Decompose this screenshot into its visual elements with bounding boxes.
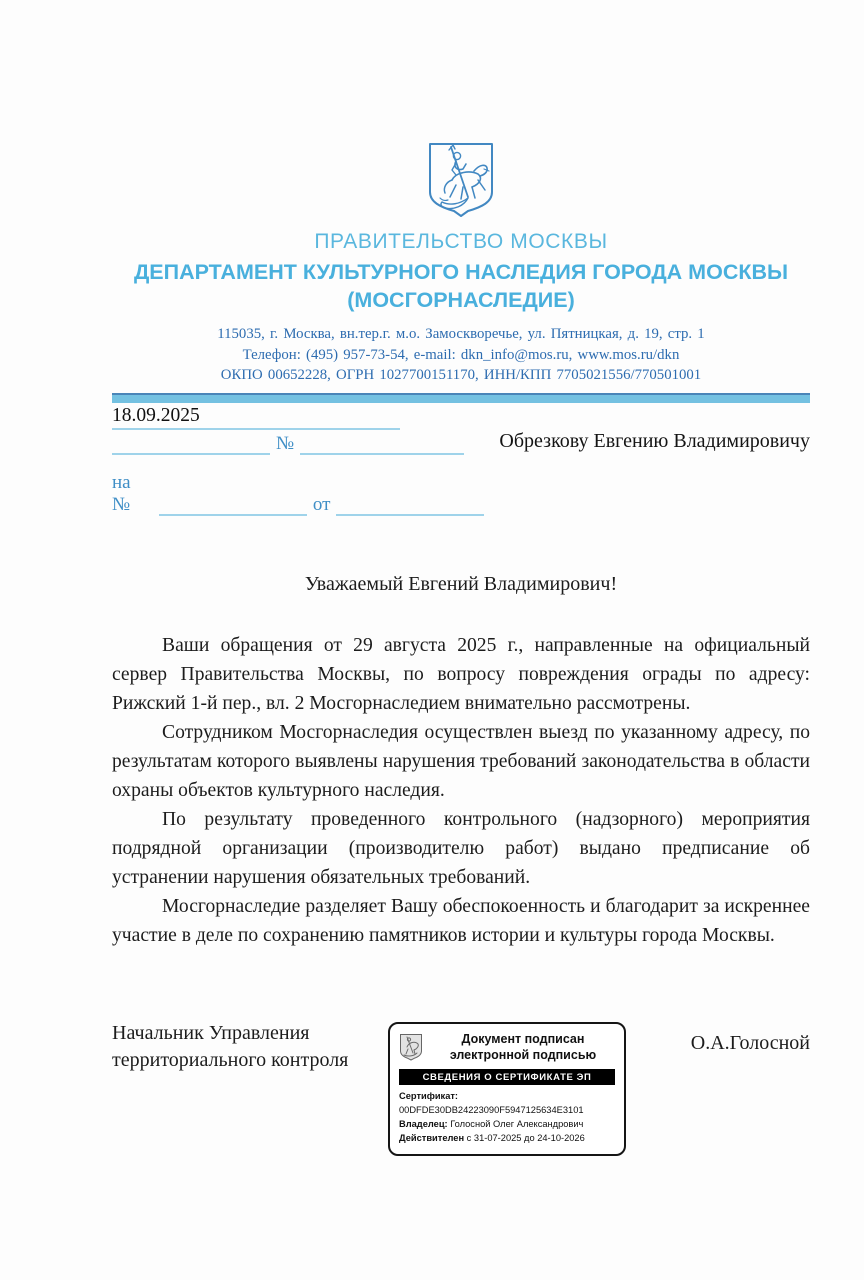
stamp-coat-of-arms-icon	[399, 1033, 423, 1061]
stamp-header	[399, 1031, 615, 1064]
on-number-label: на №	[112, 471, 131, 515]
stamp-certificate-line	[399, 1090, 615, 1118]
stamp-title-line1: Документ подписан	[461, 1031, 585, 1046]
body-paragraph: Ваши обращения от 29 августа 2025 г., направленные на официальный сервер Правительства Москвы, по вопросу повреждения ограды по адресу: Рижский 1-й пер., вл. 2 Мосгорнаследием внимательно рассмотрены.	[112, 634, 810, 714]
letterhead-contacts: Телефон: (495) 957-73-54, e-mail: dkn_info@mos.ru, www.mos.ru/dkn	[242, 346, 680, 363]
letterhead-address: 115035, г. Москва, вн.тер.г. м.о. Замоскворечье, ул. Пятницкая, д. 19, стр. 1	[217, 325, 705, 342]
reply-to-row	[112, 472, 484, 516]
blank-line	[112, 432, 270, 455]
number-sign: №	[276, 432, 295, 454]
certificate-value: 00DFDE30DB24223090F5947125634E3101	[399, 1104, 584, 1115]
stamp-title-line2: электронной подписью	[449, 1048, 597, 1063]
government-title: ПРАВИТЕЛЬСТВО МОСКВЫ	[314, 230, 608, 253]
reference-section	[112, 405, 810, 516]
body-paragraph: Мосгорнаследие разделяет Вашу обеспокоенность и благодарит за искреннее участие в деле по сохранению памятников истории и культуры города Москвы.	[112, 895, 810, 946]
stamp-details	[399, 1090, 615, 1146]
date-field	[112, 405, 400, 430]
signer-name: О.А.Голосной	[690, 1031, 810, 1054]
reference-fields	[112, 405, 484, 516]
letter-date: 18.09.2025	[112, 404, 200, 426]
addressee-name: Обрезкову Евгению Владимировичу	[499, 429, 810, 452]
stamp-validity-line	[399, 1132, 615, 1146]
department-title	[112, 259, 810, 315]
stamp-title	[431, 1031, 615, 1064]
department-title-line1: ДЕПАРТАМЕНТ КУЛЬТУРНОГО НАСЛЕДИЯ ГОРОДА МОСКВЫ	[133, 260, 789, 284]
body-paragraph: Сотрудником Мосгорнаследия осуществлен выезд по указанному адресу, по результатам которого выявлены нарушения требований законодательства в области охраны объектов культурного наследия.	[112, 721, 810, 801]
stamp-owner-line	[399, 1118, 615, 1132]
validity-value: с 31-07-2025 до 24-10-2026	[466, 1132, 585, 1143]
blank-line	[300, 432, 464, 455]
number-field-row	[112, 432, 484, 455]
stamp-certificate-bar: СВЕДЕНИЯ О СЕРТИФИКАТЕ ЭП	[399, 1069, 615, 1085]
moscow-coat-of-arms-icon	[426, 140, 496, 218]
blank-line	[336, 493, 484, 516]
from-label: от	[312, 493, 331, 515]
signature-block	[112, 1020, 810, 1156]
validity-label: Действителен	[399, 1132, 465, 1143]
letter-body	[112, 631, 810, 950]
certificate-label: Сертификат:	[399, 1090, 459, 1101]
owner-value: Голосной Олег Александрович	[450, 1118, 584, 1129]
letterhead-divider	[112, 393, 810, 403]
blank-line	[159, 493, 307, 516]
salutation: Уважаемый Евгений Владимирович!	[304, 572, 618, 595]
electronic-signature-stamp	[388, 1022, 626, 1156]
letterhead-registry: ОКПО 00652228, ОГРН 1027700151170, ИНН/КПП 7705021556/770501001	[220, 367, 702, 384]
letterhead-contact-block	[112, 324, 810, 386]
department-title-line2: (МОСГОРНАСЛЕДИЕ)	[347, 287, 575, 312]
body-paragraph: По результату проведенного контрольного (надзорного) мероприятия подрядной организации (производителю работ) выдано предписание об устранении нарушения обязательных требований.	[112, 808, 810, 888]
signer-title-line2: территориального контроля	[112, 1048, 349, 1071]
signer-title	[112, 1020, 384, 1074]
signer-title-line1: Начальник Управления	[112, 1021, 310, 1044]
owner-label: Владелец:	[399, 1118, 448, 1129]
